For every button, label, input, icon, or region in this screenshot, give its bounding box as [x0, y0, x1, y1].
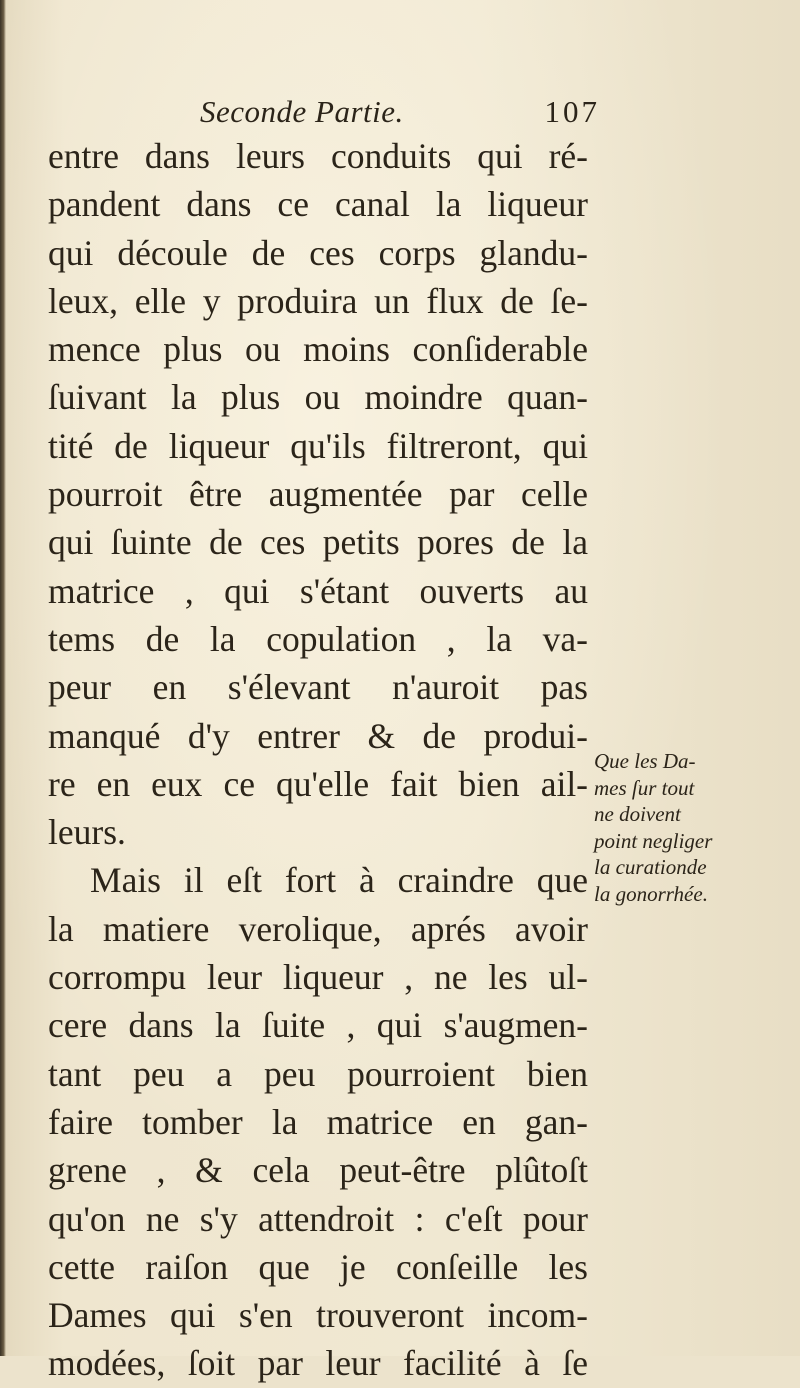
- marginal-note-line: ne doivent: [594, 802, 681, 826]
- text-line: faire tomber la matrice en gan-: [48, 1101, 588, 1142]
- marginal-note-line: mes ſur tout: [594, 775, 695, 800]
- text-line: cette raiſon que je conſeille les: [48, 1246, 588, 1287]
- text-line: matrice , qui s'étant ouverts au: [48, 570, 588, 611]
- binding-edge: [0, 0, 6, 1356]
- page-header: [200, 94, 600, 134]
- text-line: tité de liqueur qu'ils filtreront, qui: [48, 425, 588, 466]
- text-line: pandent dans ce canal la liqueur: [48, 184, 588, 225]
- running-head: Seconde Partie.: [200, 94, 404, 129]
- text-line: tems de la copulation , la va-: [48, 618, 588, 659]
- text-line: ſuivant la plus ou moindre quan-: [48, 377, 588, 418]
- text-line: Mais il eſt fort à craindre que: [90, 860, 588, 901]
- text-line: corrompu leur liqueur , ne les ul-: [48, 957, 588, 998]
- marginal-note-line: la gonorrhée.: [594, 881, 708, 906]
- text-line: grene , & cela peut-être plûtoſt: [48, 1150, 588, 1191]
- text-line: tant peu a peu pourroient bien: [48, 1053, 588, 1094]
- text-line: manqué d'y entrer & de produi-: [48, 715, 588, 756]
- text-line: re en eux ce qu'elle fait bien ail-: [48, 763, 588, 804]
- text-line: pourroit être augmentée par celle: [48, 474, 588, 515]
- text-line: leurs.: [48, 812, 126, 853]
- text-line: la matiere verolique, aprés avoir: [48, 908, 588, 949]
- marginal-note-line: la curationde: [594, 855, 707, 879]
- text-line: peur en s'élevant n'auroit pas: [48, 667, 588, 708]
- marginal-note: [594, 748, 794, 907]
- page-number: 107: [544, 94, 600, 129]
- text-line: mence plus ou moins conſiderable: [48, 329, 588, 370]
- text-line: qui ſuinte de ces petits pores de la: [48, 522, 588, 563]
- marginal-note-line: point negliger: [594, 828, 713, 853]
- body-text: [48, 132, 588, 1388]
- marginal-note-line: Que les Da-: [594, 749, 696, 773]
- text-line: cere dans la ſuite , qui s'augmen-: [48, 1005, 588, 1046]
- text-line: qui découle de ces corps glandu-: [48, 232, 588, 273]
- text-line: leux, elle y produira un flux de ſe-: [48, 280, 588, 321]
- text-line: Dames qui s'en trouveront incom-: [48, 1295, 588, 1336]
- text-line: modées, ſoit par leur facilité à ſe: [48, 1343, 588, 1384]
- text-line: qu'on ne s'y attendroit : c'eſt pour: [48, 1198, 588, 1239]
- text-line: entre dans leurs conduits qui ré-: [48, 136, 588, 176]
